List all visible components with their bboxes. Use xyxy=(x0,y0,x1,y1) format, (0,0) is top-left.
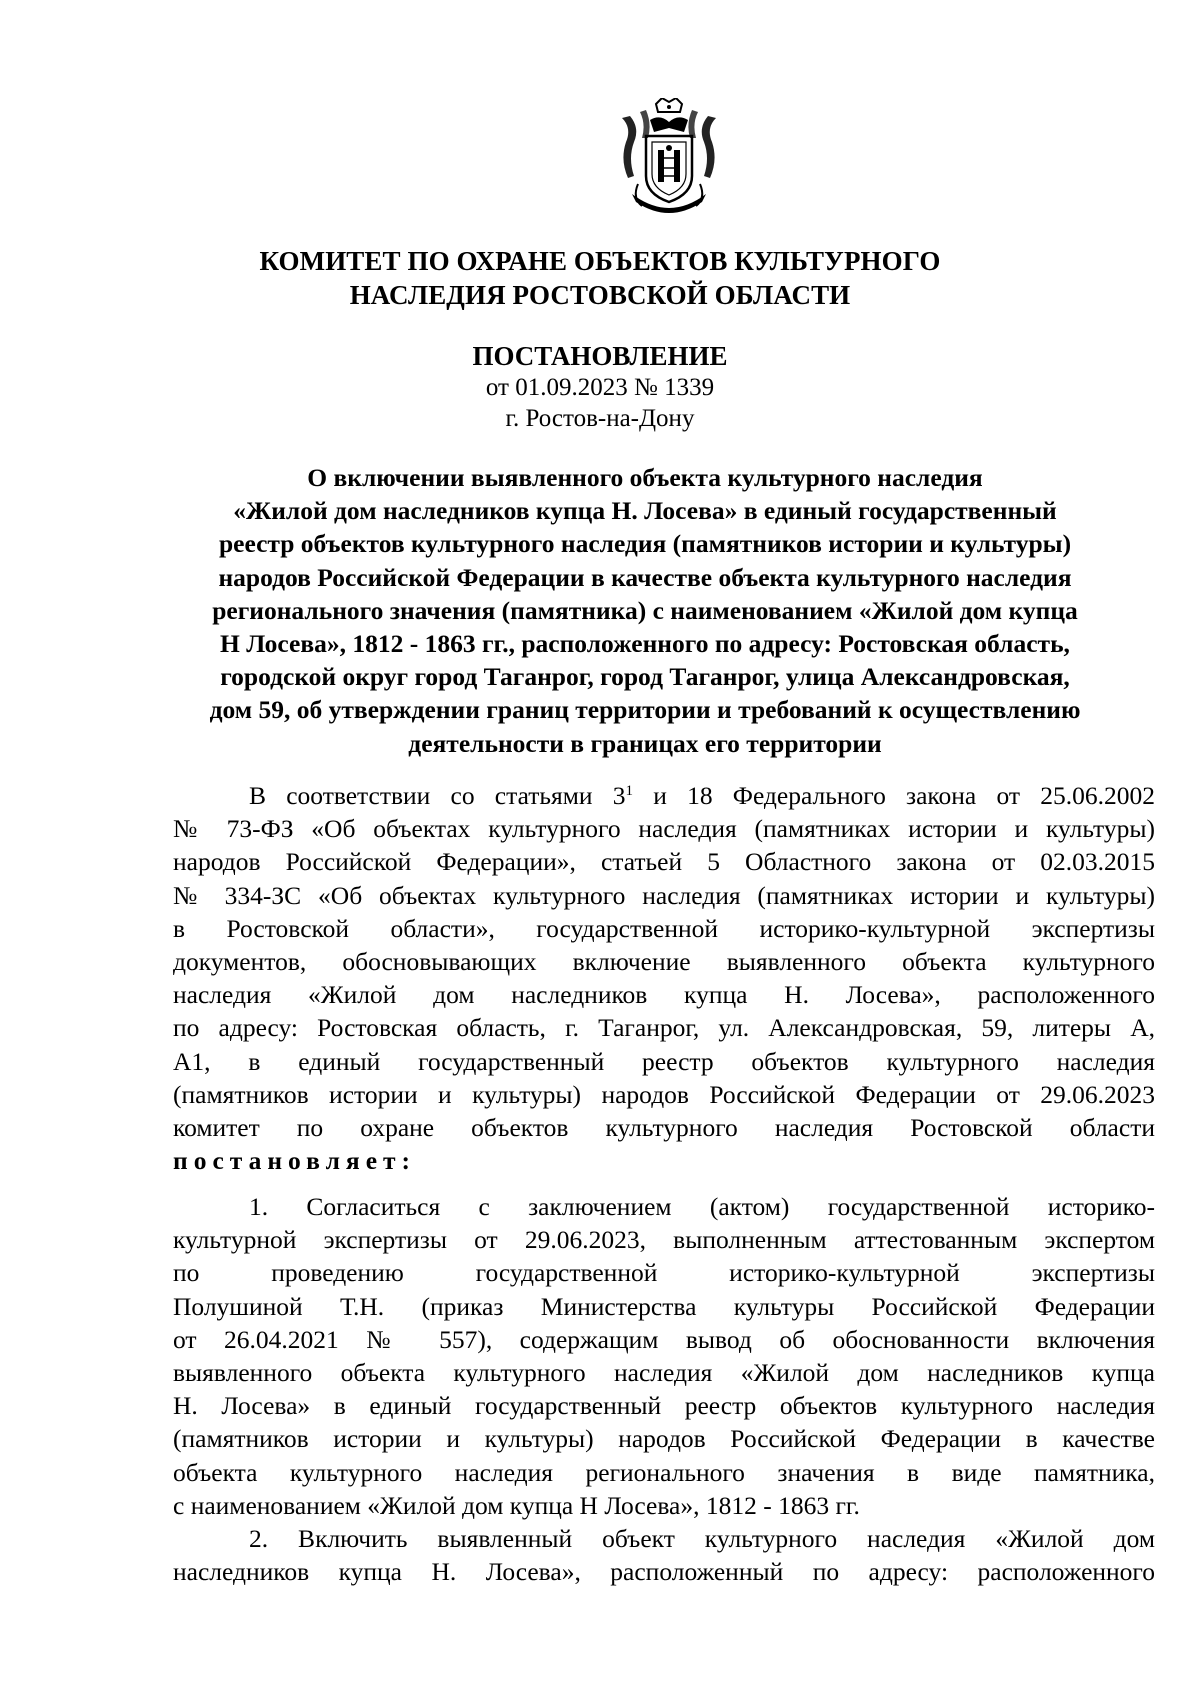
organization-name xyxy=(0,244,1200,312)
paragraph-line: № 73-ФЗ «Об объектах культурного наследия (памятниках истории и культуры) xyxy=(173,814,1155,844)
item-2-line: наследников купца Н. Лосева», расположенный по адресу: расположенного xyxy=(173,1557,1155,1587)
paragraph-line: с наименованием «Жилой дом купца Н Лосева», 1812 - 1863 гг. xyxy=(173,1490,860,1520)
title-line: регионального значения (памятника) с наименованием «Жилой дом купца xyxy=(212,595,1078,625)
coat-of-arms-icon xyxy=(612,98,726,218)
organization-name-line: НАСЛЕДИЯ РОСТОВСКОЙ ОБЛАСТИ xyxy=(349,280,851,310)
resolves-word: постановляет: xyxy=(173,1146,417,1176)
paragraph-line: выявленного объекта культурного наследия «Жилой дом наследников купца xyxy=(173,1357,1155,1387)
paragraph-line: (памятников истории и культуры) народов Российской Федерации от 29.06.2023 xyxy=(173,1079,1155,1109)
paragraph-line: комитет по охране объектов культурного наследия Ростовской области xyxy=(173,1112,1155,1142)
superscript: 1 xyxy=(625,783,633,799)
text-segment: В соответствии со статьями 3 xyxy=(249,781,626,810)
title-line: реестр объектов культурного наследия (памятников истории и культуры) xyxy=(218,529,1072,559)
preamble-paragraph xyxy=(173,779,1155,1177)
title-line: народов Российской Федерации в качестве объекта культурного наследия xyxy=(218,562,1072,592)
paragraph-line: 1. Согласиться с заключением (актом) государственной историко- xyxy=(249,1192,1155,1221)
title-line: «Жилой дом наследников купца Н. Лосева» в единый государственный xyxy=(233,496,1057,526)
item-2-line: 2. Включить выявленный объект культурного наследия «Жилой дом xyxy=(249,1523,1155,1553)
text-segment: и 18 Федерального закона от 25.06.2002 xyxy=(633,781,1155,810)
organization-name-line: КОМИТЕТ ПО ОХРАНЕ ОБЪЕКТОВ КУЛЬТУРНОГО xyxy=(259,246,941,276)
paragraph-line: наследия «Жилой дом наследников купца Н. Лосева», расположенного xyxy=(173,980,1155,1010)
document-city: г. Ростов-на-Дону xyxy=(505,405,695,432)
paragraph-line: А1, в единый государственный реестр объектов культурного наследия xyxy=(173,1046,1155,1076)
paragraph-line: культурной экспертизы от 29.06.2023, выполненным аттестованным экспертом xyxy=(173,1225,1155,1255)
paragraph-line: документов, обосновывающих включение выявленного объекта культурного xyxy=(173,946,1155,976)
title-line: Н Лосева», 1812 - 1863 гг., расположенного по адресу: Ростовская область, xyxy=(220,629,1070,659)
paragraph-line: объекта культурного наследия регионального значения в виде памятника, xyxy=(173,1457,1155,1487)
paragraph-line: Н. Лосева» в единый государственный реестр объектов культурного наследия xyxy=(173,1391,1155,1421)
title-line: О включении выявленного объекта культурного наследия xyxy=(307,463,983,492)
title-line: дом 59, об утверждении границ территории и требований к осуществлению xyxy=(209,695,1081,725)
paragraph-line: от 26.04.2021 № 557), содержащим вывод об обоснованности включения xyxy=(173,1324,1155,1354)
document-date-number: от 01.09.2023 № 1339 xyxy=(485,374,715,401)
item-1-paragraph xyxy=(173,1190,1155,1588)
paragraph-line: народов Российской Федерации», статьей 5 Областного закона от 02.03.2015 xyxy=(173,847,1155,877)
paragraph-line: № 334-ЗС «Об объектах культурного наследия (памятниках истории и культуры) xyxy=(173,880,1155,910)
document-title xyxy=(150,461,1140,760)
paragraph-line: по адресу: Ростовская область, г. Таганрог, ул. Александровская, 59, литеры А, xyxy=(173,1013,1155,1043)
paragraph-line: (памятников истории и культуры) народов Российской Федерации в качестве xyxy=(173,1424,1155,1454)
paragraph-line: в Ростовской области», государственной историко-культурной экспертизы xyxy=(173,913,1155,943)
paragraph-line xyxy=(173,779,1155,812)
paragraph-line: Полушиной Т.Н. (приказ Министерства культуры Российской Федерации xyxy=(173,1291,1155,1321)
document-type: ПОСТАНОВЛЕНИЕ xyxy=(472,341,728,371)
title-line: деятельности в границах его территории xyxy=(408,728,882,758)
paragraph-line: по проведению государственной историко-культурной экспертизы xyxy=(173,1258,1155,1288)
title-line: городской округ город Таганрог, город Таганрог, улица Александровская, xyxy=(220,662,1070,692)
